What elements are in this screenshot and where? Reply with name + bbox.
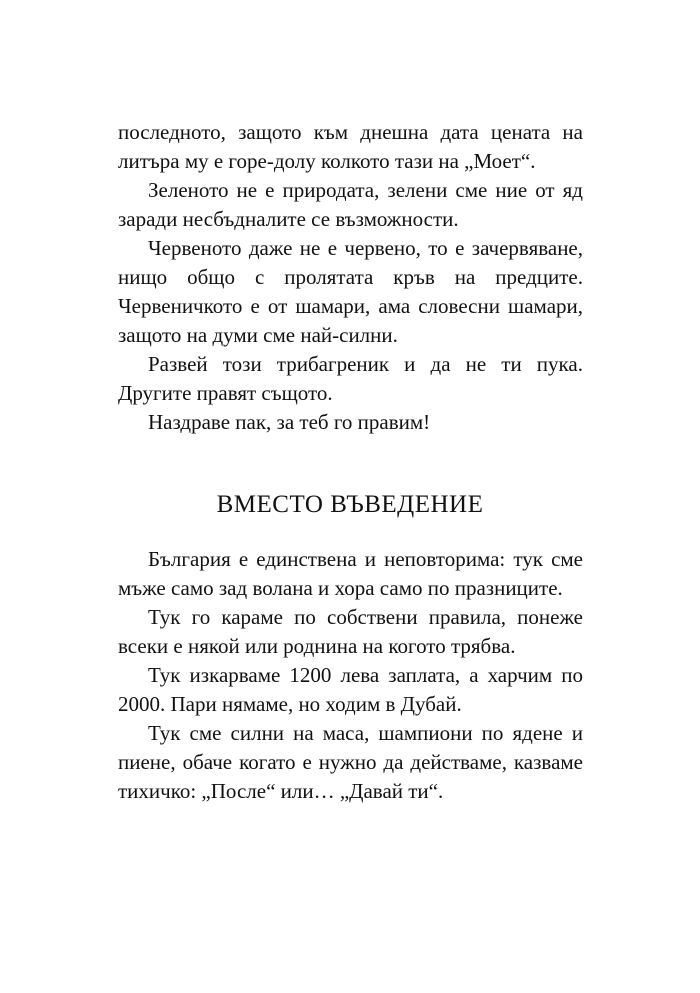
paragraph: Тук сме силни на маса, шампиони по ядене и пиене, обаче когато е нужно да действаме, казваме тихичко: „После“ или… „Давай ти“. (118, 721, 583, 803)
paragraph: Зеленото не е природата, зелени сме ние от яд заради несбъдналите се възможности. (118, 178, 583, 231)
previous-section-text (118, 118, 583, 437)
paragraph: Тук го караме по собствени правила, понеже всеки е някой или роднина на когото трябва. (118, 605, 583, 658)
paragraph: Тук изкарваме 1200 лева заплата, а харчим по 2000. Пари нямаме, но ходим в Дубай. (118, 663, 583, 716)
chapter-body-text (118, 545, 583, 806)
paragraph: Наздраве пак, за теб го правим! (148, 410, 431, 434)
paragraph-continuation: последното, защото към днешна дата цената на литъра му е горе-долу колкото тази на „Моет“. (118, 120, 583, 173)
paragraph: Червеното даже не е червено, то е зачервяване, нищо общо с пролятата кръв на предците. Червеничкото е от шамари, ама словесни шамари, защото на думи сме най-силни. (118, 236, 583, 347)
paragraph: България е единствена и неповторима: тук сме мъже само зад волана и хора само по празниците. (118, 547, 583, 600)
paragraph: Развей този трибагреник и да не ти пука. Другите правят същото. (118, 352, 583, 405)
chapter-title: ВМЕСТО ВЪВЕДЕНИЕ (216, 491, 484, 518)
